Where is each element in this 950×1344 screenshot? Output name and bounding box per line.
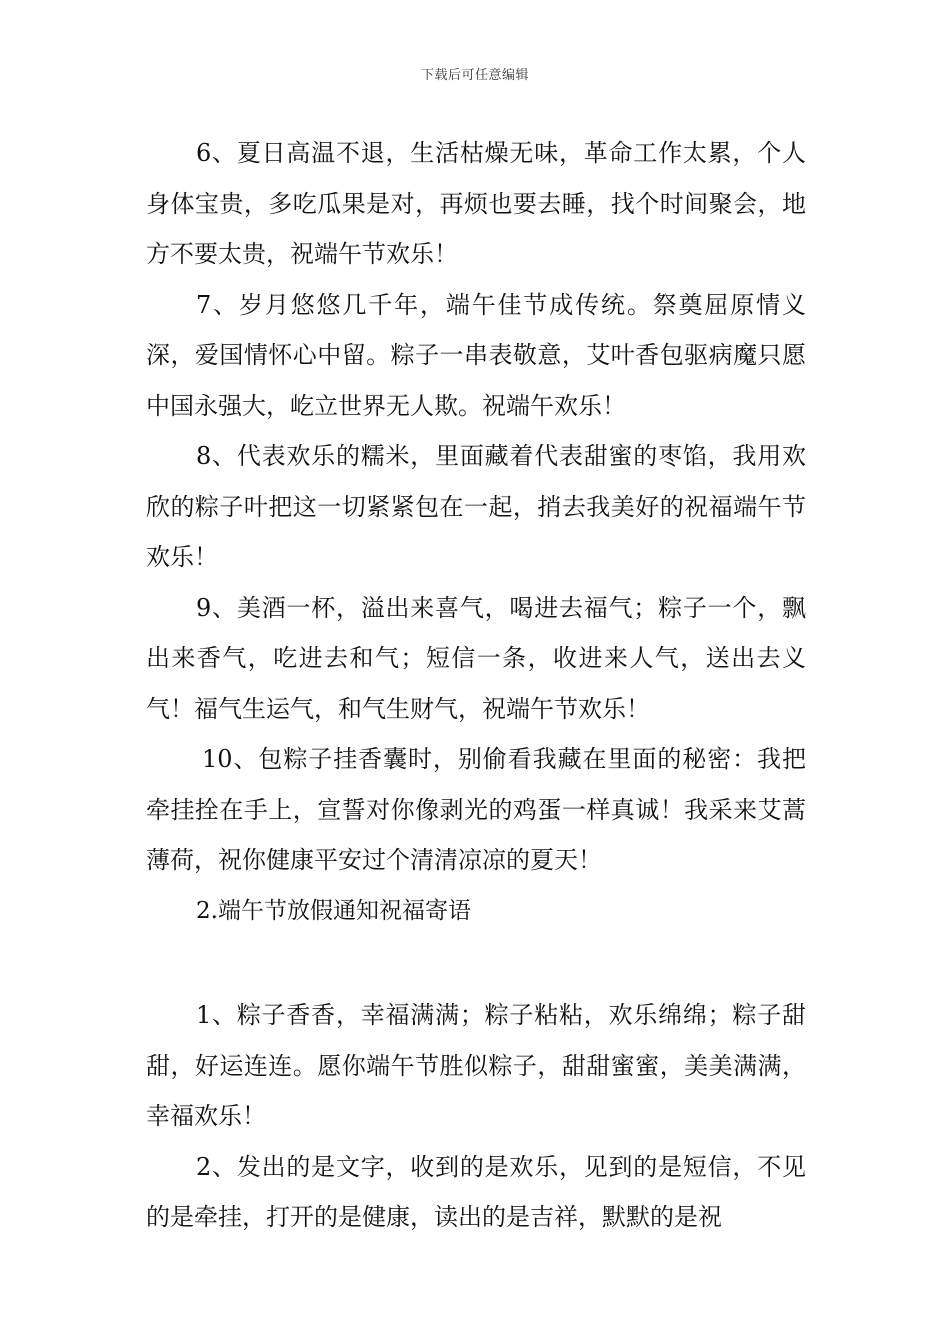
document-body [146,128,806,1243]
paragraph: 10、包粽子挂香囊时，别偷看我藏在里面的秘密：我把牵挂拴在手上，宣誓对你像剥光的鸡蛋一样真诚！我采来艾蒿薄荷，祝你健康平安过个清清凉凉的夏天！ [146,745,806,874]
page-header: 下载后可任意编辑 [420,68,529,83]
paragraph: 2、发出的是文字，收到的是欢乐，见到的是短信，不见的是牵挂，打开的是健康，读出的是吉祥，默默的是祝 [146,1152,806,1231]
paragraph: 6、夏日高温不退，生活枯燥无味，革命工作太累，个人身体宝贵，多吃瓜果是对，再烦也要去睡，找个时间聚会，地方不要太贵，祝端午节欢乐！ [146,139,806,268]
paragraph: 7、岁月悠悠几千年，端午佳节成传统。祭奠屈原情义深，爱国情怀心中留。粽子一串表敬意，艾叶香包驱病魔只愿中国永强大，屹立世界无人欺。祝端午欢乐！ [146,290,806,420]
paragraph: 8、代表欢乐的糯米，里面藏着代表甜蜜的枣馅，我用欢欣的粽子叶把这一切紧紧包在一起，捎去我美好的祝福端午节欢乐！ [146,442,806,571]
paragraph: 9、美酒一杯，溢出来喜气，喝进去福气；粽子一个，飘出来香气，吃进去和气；短信一条，收进来人气，送出去义气！福气生运气，和气生财气，祝端午节欢乐！ [146,593,806,723]
blank-gap [146,936,806,990]
section-heading: 2.端午节放假通知祝福寄语 [196,897,471,924]
paragraph: 1、粽子香香，幸福满满；粽子粘粘，欢乐绵绵；粽子甜甜，好运连连。愿你端午节胜似粽子，甜甜蜜蜜，美美满满，幸福欢乐！ [146,1001,806,1130]
